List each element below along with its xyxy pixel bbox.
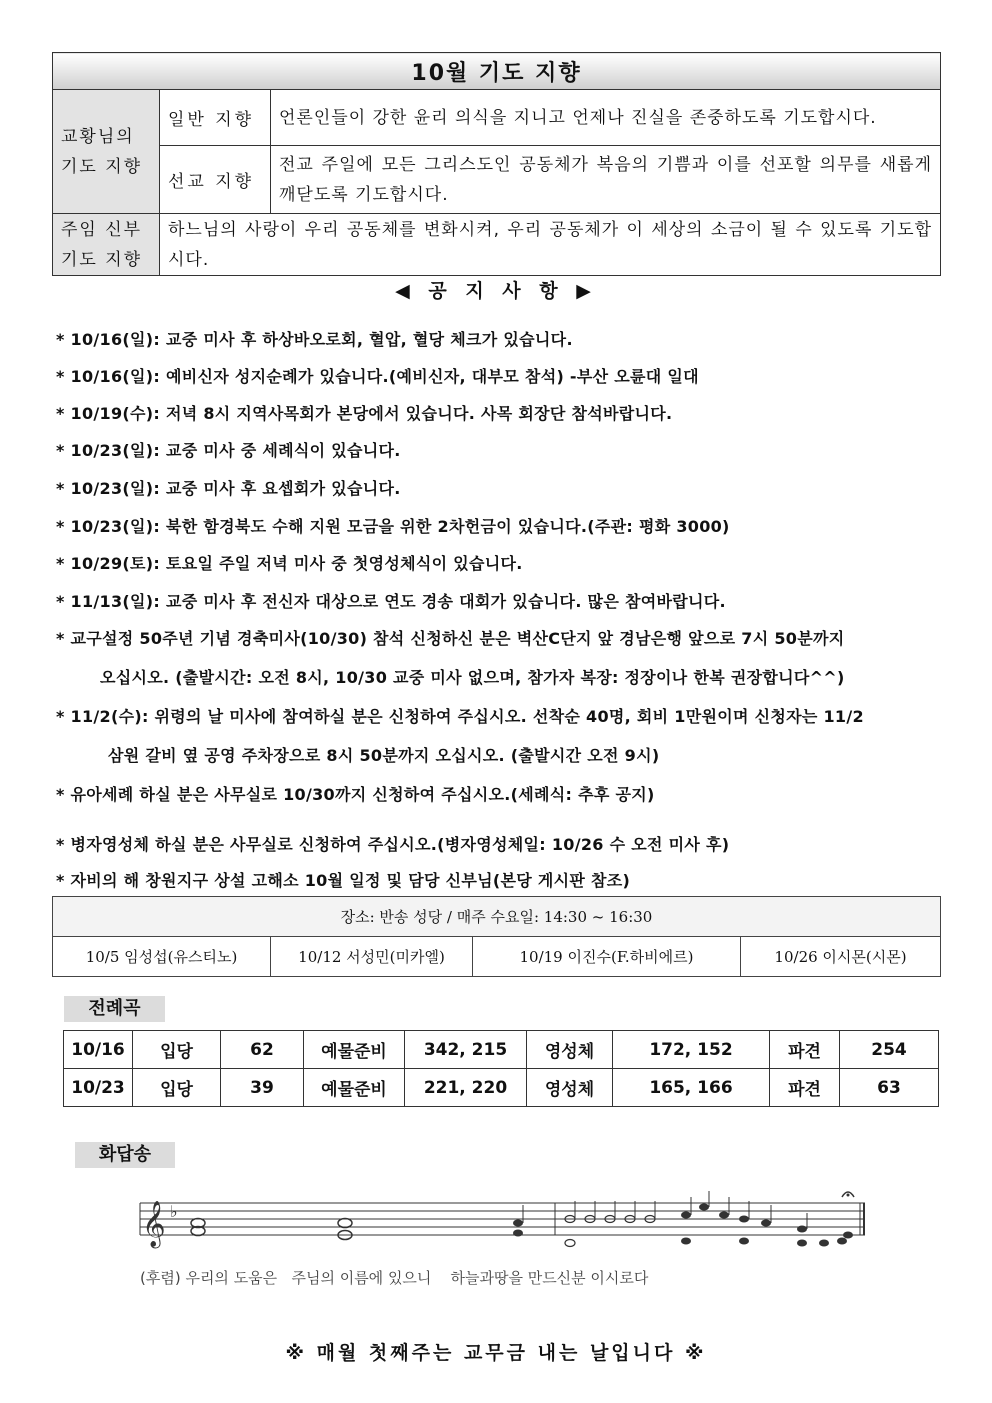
psalm-music-staff (130, 1185, 870, 1290)
notice-item: * 자비의 해 창원지구 상설 고해소 10월 일정 및 담당 신부님(본당 게시판 참조) (56, 871, 631, 890)
hymn-table (63, 1030, 939, 1107)
staff-lines (140, 1203, 865, 1235)
notice-item: * 11/2(수): 위령의 날 미사에 참여하실 분은 신청하여 주십시오. 선착순 40명, 회비 1만원이며 신청자는 11/2 (56, 707, 864, 726)
pope-intention-label (53, 90, 160, 214)
confession-slot: 10/12 서성민(미카엘) (271, 937, 473, 977)
treble-clef-icon: 𝄞 (142, 1201, 166, 1247)
hymn-part: 예물준비 (304, 1069, 405, 1107)
notice-item-continued: 삼원 갈비 옆 공영 주차장으로 8시 50분까지 오십시오. (출발시간 오전 9시) (108, 746, 660, 765)
pastor-intention-label (53, 214, 160, 276)
hymn-number: 39 (221, 1069, 304, 1107)
confession-slot: 10/19 이진수(F.하비에르) (473, 937, 741, 977)
psalm-lyrics: (후렴) 우리의 도움은 주님의 이름에 있으니 하늘과땅을 만드신분 이시로다 (140, 1269, 649, 1287)
notice-heading: ◀ 공 지 사 항 ▶ (395, 280, 597, 302)
flat-sign-icon: ♭ (170, 1202, 178, 1221)
table-row (64, 1031, 939, 1069)
hymn-number: 172, 152 (613, 1031, 770, 1069)
mission-intention-text: 전교 주일에 모든 그리스도인 공동체가 복음의 기쁨과 이를 선포할 의무를 새롭게 깨닫도록 기도합시다. (271, 146, 941, 214)
notice-item: * 병자영성체 하실 분은 사무실로 신청하여 주십시오.(병자영성체일: 10/26 수 오전 미사 후) (56, 835, 730, 854)
general-intention-text: 언론인들이 강한 윤리 의식을 지니고 언제나 진실을 존중하도록 기도합시다. (271, 90, 941, 146)
confession-slot: 10/5 임성섭(유스티노) (53, 937, 271, 977)
music-notes-filled (513, 1205, 523, 1237)
table-row (64, 1069, 939, 1107)
hymn-number: 342, 215 (405, 1031, 527, 1069)
notice-item: * 10/23(일): 교중 미사 중 세례식이 있습니다. (56, 441, 401, 460)
hymn-part: 예물준비 (304, 1031, 405, 1069)
hymn-part: 입당 (133, 1069, 221, 1107)
confession-schedule-table (52, 896, 941, 977)
confession-header: 장소: 반송 성당 / 매주 수요일: 14:30 ~ 16:30 (53, 897, 941, 937)
hymn-number: 165, 166 (613, 1069, 770, 1107)
notice-item: * 10/23(일): 북한 함경북도 수해 지원 모금을 위한 2차헌금이 있습니다.(주관: 평화 3000) (56, 517, 730, 536)
pope-label-line2: 기도 지향 (61, 156, 143, 177)
general-intention-label: 일반 지향 (160, 90, 271, 146)
hymn-part: 영성체 (527, 1069, 613, 1107)
hymn-number: 62 (221, 1031, 304, 1069)
notice-item-continued: 오십시오. (출발시간: 오전 8시, 10/30 교중 미사 없으며, 참가자 복장: 정장이나 한복 권장합니다^^) (100, 668, 845, 687)
hymn-date: 10/23 (64, 1069, 133, 1107)
prayer-intention-table (52, 52, 941, 276)
notice-item: * 10/23(일): 교중 미사 후 요셉회가 있습니다. (56, 479, 401, 498)
hymn-number: 254 (840, 1031, 939, 1069)
hymn-number: 221, 220 (405, 1069, 527, 1107)
pastor-label-line1: 주임 신부 (61, 219, 143, 240)
hymn-section-label: 전례곡 (64, 996, 165, 1022)
pastor-label-line2: 기도 지향 (61, 249, 143, 270)
hymn-part: 입당 (133, 1031, 221, 1069)
notice-item: * 교구설정 50주년 기념 경축미사(10/30) 참석 신청하신 분은 벽산C단지 앞 경남은행 앞으로 7시 50분까지 (56, 629, 845, 648)
notice-item: * 10/19(수): 저녁 8시 지역사목회가 본당에서 있습니다. 사목 회장단 참석바랍니다. (56, 404, 673, 423)
tithe-reminder: ※ 매월 첫째주는 교무금 내는 날입니다 ※ (285, 1342, 707, 1364)
psalm-section-label: 화답송 (75, 1142, 175, 1168)
notice-item: * 10/29(토): 토요일 주일 저녁 미사 중 첫영성체식이 있습니다. (56, 554, 523, 573)
notice-item: * 유아세례 하실 분은 사무실로 10/30까지 신청하여 주십시오.(세례식: 추후 공지) (56, 785, 655, 804)
pope-label-line1: 교황님의 (61, 126, 135, 147)
hymn-number: 63 (840, 1069, 939, 1107)
hymn-date: 10/16 (64, 1031, 133, 1069)
notice-item: * 11/13(일): 교중 미사 후 전신자 대상으로 연도 경송 대회가 있습니다. 많은 참여바랍니다. (56, 592, 726, 611)
music-notes (191, 1219, 352, 1240)
prayer-title: 10월 기도 지향 (53, 53, 941, 90)
notice-item: * 10/16(일): 교중 미사 후 하상바오로회, 혈압, 혈당 체크가 있습니다. (56, 330, 573, 349)
notice-item: * 10/16(일): 예비신자 성지순례가 있습니다.(예비신자, 대부모 참석) -부산 오륜대 일대 (56, 367, 699, 386)
hymn-part: 파견 (770, 1069, 840, 1107)
pastor-intention-text: 하느님의 사랑이 우리 공동체를 변화시켜, 우리 공동체가 이 세상의 소금이 될 수 있도록 기도합시다. (160, 214, 941, 276)
mission-intention-label: 선교 지향 (160, 146, 271, 214)
hymn-part: 영성체 (527, 1031, 613, 1069)
confession-slot: 10/26 이시몬(시몬) (741, 937, 941, 977)
hymn-part: 파견 (770, 1031, 840, 1069)
